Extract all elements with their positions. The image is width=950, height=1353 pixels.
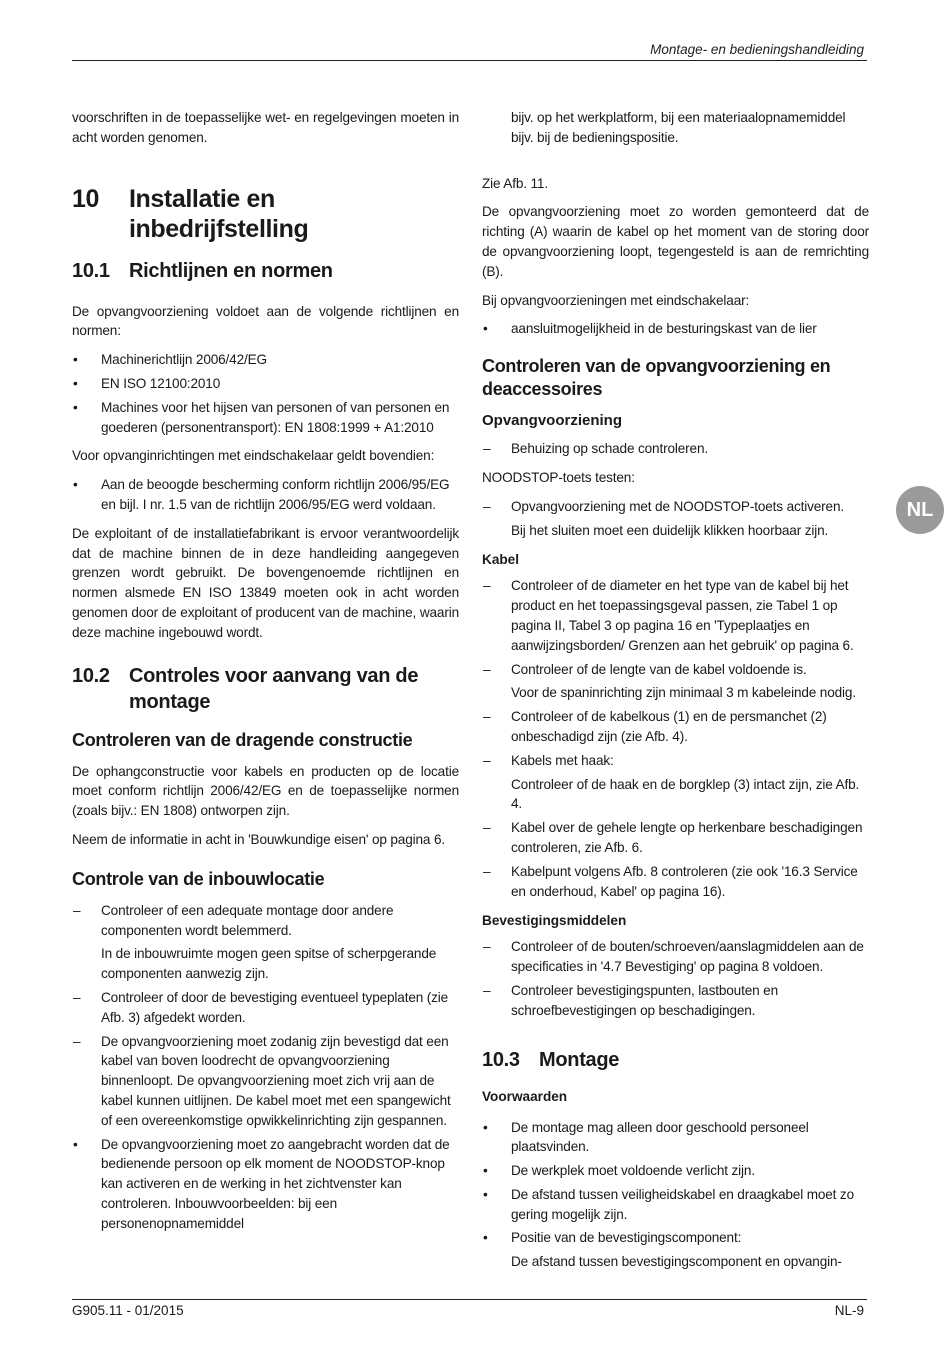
bullet-marker: • <box>73 352 78 368</box>
paragraph: De opvangvoorziening voldoet aan de volgende richtlijnen en normen: <box>72 303 459 339</box>
list-item <box>482 818 869 858</box>
dash-marker: – <box>483 441 491 457</box>
list-item <box>482 862 869 902</box>
bullet-marker: • <box>483 1186 488 1202</box>
subheading-bevestigingsmiddelen: Bevestigingsmiddelen <box>482 913 627 929</box>
header-title: Montage- en bedieningshandleiding <box>650 42 864 57</box>
footer-page-number: NL-9 <box>834 1303 864 1318</box>
dash-marker: – <box>483 820 491 836</box>
list-item-note: De afstand tussen bevestigingscomponent en opvangin- <box>511 1254 842 1270</box>
list-item-note: In de inbouwruimte mogen geen spitse of scherpgerande componenten aanwezig zijn. <box>101 946 437 982</box>
section-number: 10.3 <box>482 1048 520 1071</box>
bullet-list <box>482 319 869 339</box>
list-item-text: Controleer bevestigingspunten, lastbouten en schroefbevestigingen op beschadigingen. <box>511 982 778 1018</box>
list-item-text: Behuizing op schade controleren. <box>511 441 708 457</box>
dash-marker: – <box>73 989 81 1005</box>
paragraph: De opvangvoorziening moet zo worden gemonteerd dat de richting (A) waarin de kabel op het moment van de storing door de opvangvoorziening loopt, tegengesteld is aan de remrichting (B). <box>482 204 869 279</box>
list-item-text: De montage mag alleen door geschoold personeel plaatsvinden. <box>511 1119 809 1155</box>
list-item <box>482 1185 869 1225</box>
list-item-text: Opvangvoorziening met de NOODSTOP-toets activeren. <box>511 498 845 514</box>
list-item <box>482 319 869 339</box>
list-item <box>482 1161 869 1181</box>
list-item-text: Controleer of door de bevestiging eventueel typeplaten (zie Afb. 3) afgedekt worden. <box>101 989 449 1025</box>
subheading-controleren: Controleren van de opvangvoorziening en deaccessoires <box>482 356 831 400</box>
dash-list <box>482 497 869 541</box>
continuation-list <box>482 108 869 148</box>
section-number: 10 <box>72 184 100 213</box>
list-item <box>482 497 869 541</box>
section-10-1-heading <box>72 258 459 284</box>
list-item-text: EN ISO 12100:2010 <box>101 375 221 391</box>
subheading-dragende-constructie: Controleren van de dragende constructie <box>72 729 413 750</box>
dash-marker: – <box>483 939 491 955</box>
list-item-text: Machines voor het hijsen van personen of van personen en goederen (personentransport): EN 1808:1999 + A1:2010 <box>101 399 450 435</box>
bullet-marker: • <box>73 375 78 391</box>
list-item <box>72 988 459 1028</box>
list-item-text: Kabel over de gehele lengte op herkenbare beschadigingen controleren, zie Afb. 6. <box>511 820 863 855</box>
bullet-marker: • <box>483 321 488 337</box>
bullet-list <box>72 350 459 437</box>
paragraph: Neem de informatie in acht in 'Bouwkundige eisen' op pagina 6. <box>72 831 445 847</box>
list-item <box>482 981 869 1021</box>
list-item-text: aansluitmogelijkheid in de besturingskast van de lier <box>511 321 817 337</box>
dash-marker: – <box>483 709 491 725</box>
bullet-marker: • <box>483 1163 488 1179</box>
paragraph: De exploitant of de installatiefabrikant is ervoor verantwoordelijk dat de machine binnen de in deze handleiding aangegeven grenzen wordt gebruikt. De bovengenoemde richtlijnen en normen alsmede EN ISO 13849 moeten ook in acht worden genomen door de exploitant of producent van de machine, waarin deze machine ingebouwd wordt. <box>72 525 459 640</box>
header-rule <box>72 60 867 61</box>
list-item <box>72 350 459 370</box>
list-item-text: Positie van de bevestigingscomponent: <box>511 1230 742 1246</box>
list-item <box>482 660 869 704</box>
list-item-text: Aan de beoogde bescherming conform richtlijn 2006/95/EG en bijl. I nr. 1.5 van de richtlijn 2006/95/EG werd voldaan. <box>101 477 450 512</box>
list-item-text: bijv. op het werkplatform, bij een materiaalopnamemiddel bijv. bij de bedieningspositie. <box>511 110 846 145</box>
paragraph: De ophangconstructie voor kabels en producten op de locatie moet conform richtlijn 2006/42/EG en de toepasselijke normen (zoals bijv.: EN 1808) ontworpen zijn. <box>72 763 459 819</box>
list-item-text: De afstand tussen veiligheidskabel en draagkabel moet zo gering mogelijk zijn. <box>511 1186 854 1222</box>
subheading-inbouwlocatie: Controle van de inbouwlocatie <box>72 868 325 889</box>
paragraph: NOODSTOP-toets testen: <box>482 469 635 485</box>
section-title: Installatie en inbedrijfstelling <box>129 184 309 243</box>
list-item-text: Controleer of de kabelkous (1) en de persmanchet (2) onbeschadigd zijn (zie Afb. 4). <box>511 709 827 744</box>
list-item-note: Voor de spaninrichting zijn minimaal 3 m kabeleinde nodig. <box>511 685 856 701</box>
subheading-voorwaarden: Voorwaarden <box>482 1088 568 1104</box>
list-item <box>482 937 869 977</box>
dash-marker: – <box>483 498 491 514</box>
section-title: Controles voor aanvang van de montage <box>129 664 419 713</box>
list-item <box>482 1118 869 1158</box>
section-10-3-heading <box>482 1047 869 1073</box>
dash-marker: – <box>73 902 81 918</box>
list-item <box>72 1032 459 1131</box>
section-number: 10.2 <box>72 664 110 687</box>
dash-marker: – <box>483 982 491 998</box>
list-item <box>482 751 869 814</box>
list-item-text: Kabels met haak: <box>511 752 614 768</box>
list-item <box>482 1228 869 1272</box>
section-number: 10.1 <box>72 259 110 282</box>
list-item-text: De werkplek moet voldoende verlicht zijn. <box>511 1163 755 1179</box>
section-title: Montage <box>539 1048 620 1071</box>
paragraph: Bij opvangvoorzieningen met eindschakelaar: <box>482 292 750 308</box>
footer-rule <box>72 1299 867 1300</box>
bullet-marker: • <box>483 1119 488 1135</box>
paragraph: Voor opvanginrichtingen met eindschakelaar geldt bovendien: <box>72 448 435 464</box>
left-column <box>72 108 459 1242</box>
list-item-text: Machinerichtlijn 2006/42/EG <box>101 352 267 368</box>
section-10-2-heading <box>72 663 459 715</box>
list-item <box>72 398 459 438</box>
dash-marker: – <box>483 578 491 594</box>
list-item-text: Kabelpunt volgens Afb. 8 controleren (zie ook '16.3 Service en onderhoud, Kabel' op pagina 16). <box>511 863 858 899</box>
list-item-text: Controleer of de lengte van de kabel voldoende is. <box>511 661 807 677</box>
list-item-text: Controleer of de bouten/schroeven/aanslagmiddelen aan de specificaties in '4.7 Bevestiging' op pagina 8 voldoen. <box>511 939 864 975</box>
subheading-opvangvoorziening: Opvangvoorziening <box>482 412 623 430</box>
list-item-note: Bij het sluiten moet een duidelijk klikken hoorbaar zijn. <box>511 522 829 538</box>
section-10-heading <box>72 184 459 244</box>
list-item <box>482 707 869 747</box>
intro-paragraph: voorschriften in de toepasselijke wet- en regelgevingen moeten in acht worden genomen. <box>72 110 459 145</box>
right-column <box>482 108 869 1281</box>
bullet-marker: • <box>73 477 78 493</box>
dash-list <box>72 901 459 1234</box>
list-item <box>72 1135 459 1234</box>
list-item <box>72 901 459 984</box>
list-item <box>72 374 459 394</box>
bullet-marker: • <box>73 1136 78 1152</box>
dash-list <box>482 439 869 459</box>
subheading-kabel: Kabel <box>482 552 520 568</box>
section-title: Richtlijnen en normen <box>129 259 333 282</box>
list-item <box>482 108 869 148</box>
dash-marker: – <box>483 661 491 677</box>
footer-doc-id: G905.11 - 01/2015 <box>72 1303 184 1318</box>
list-item <box>482 439 869 459</box>
dash-marker: – <box>483 863 491 879</box>
bullet-marker: • <box>73 399 78 415</box>
dash-list <box>482 937 869 1020</box>
list-item-text: De opvangvoorziening moet zodanig zijn bevestigd dat een kabel van boven loodrecht de opvangvoorziening binnenloopt. De opvangvoorziening moet zich vrij aan de kabel kunnen uitlijnen. De kabel moet met een spangewicht of een overeenkomstige opwikkelinrichting zijn gespannen. <box>101 1033 451 1128</box>
dash-marker: – <box>483 752 491 768</box>
list-item-text: De opvangvoorziening moet zo aangebracht worden dat de bedienende persoon op elk moment de NOODSTOP-knop kan activeren en de werking in het zichtvenster kan controleren. Inbouwvoorbeelden: bij een personenopnamemiddel <box>101 1136 450 1231</box>
bullet-list <box>72 475 459 515</box>
paragraph: Zie Afb. 11. <box>482 175 548 191</box>
bullet-marker: • <box>483 1230 488 1246</box>
list-item-text: Controleer of de diameter en het type van de kabel bij het product en het toepassingsgeval passen, zie Tabel 1 op pagina II, Tabel 3 op pagina 16 en 'Typeplaatjes en aanwijzingsborden/ Grenzen aan het gebruik' op pagina 6. <box>511 578 854 653</box>
language-badge: NL <box>896 486 944 534</box>
list-item <box>482 576 869 655</box>
list-item-note: Controleer of de haak en de borgklep (3) intact zijn, zie Afb. 4. <box>511 776 860 812</box>
bullet-list <box>482 1118 869 1273</box>
dash-list <box>482 576 869 901</box>
list-item <box>72 475 459 515</box>
list-item-text: Controleer of een adequate montage door andere componenten wordt belemmerd. <box>101 902 394 938</box>
dash-marker: – <box>73 1033 81 1049</box>
